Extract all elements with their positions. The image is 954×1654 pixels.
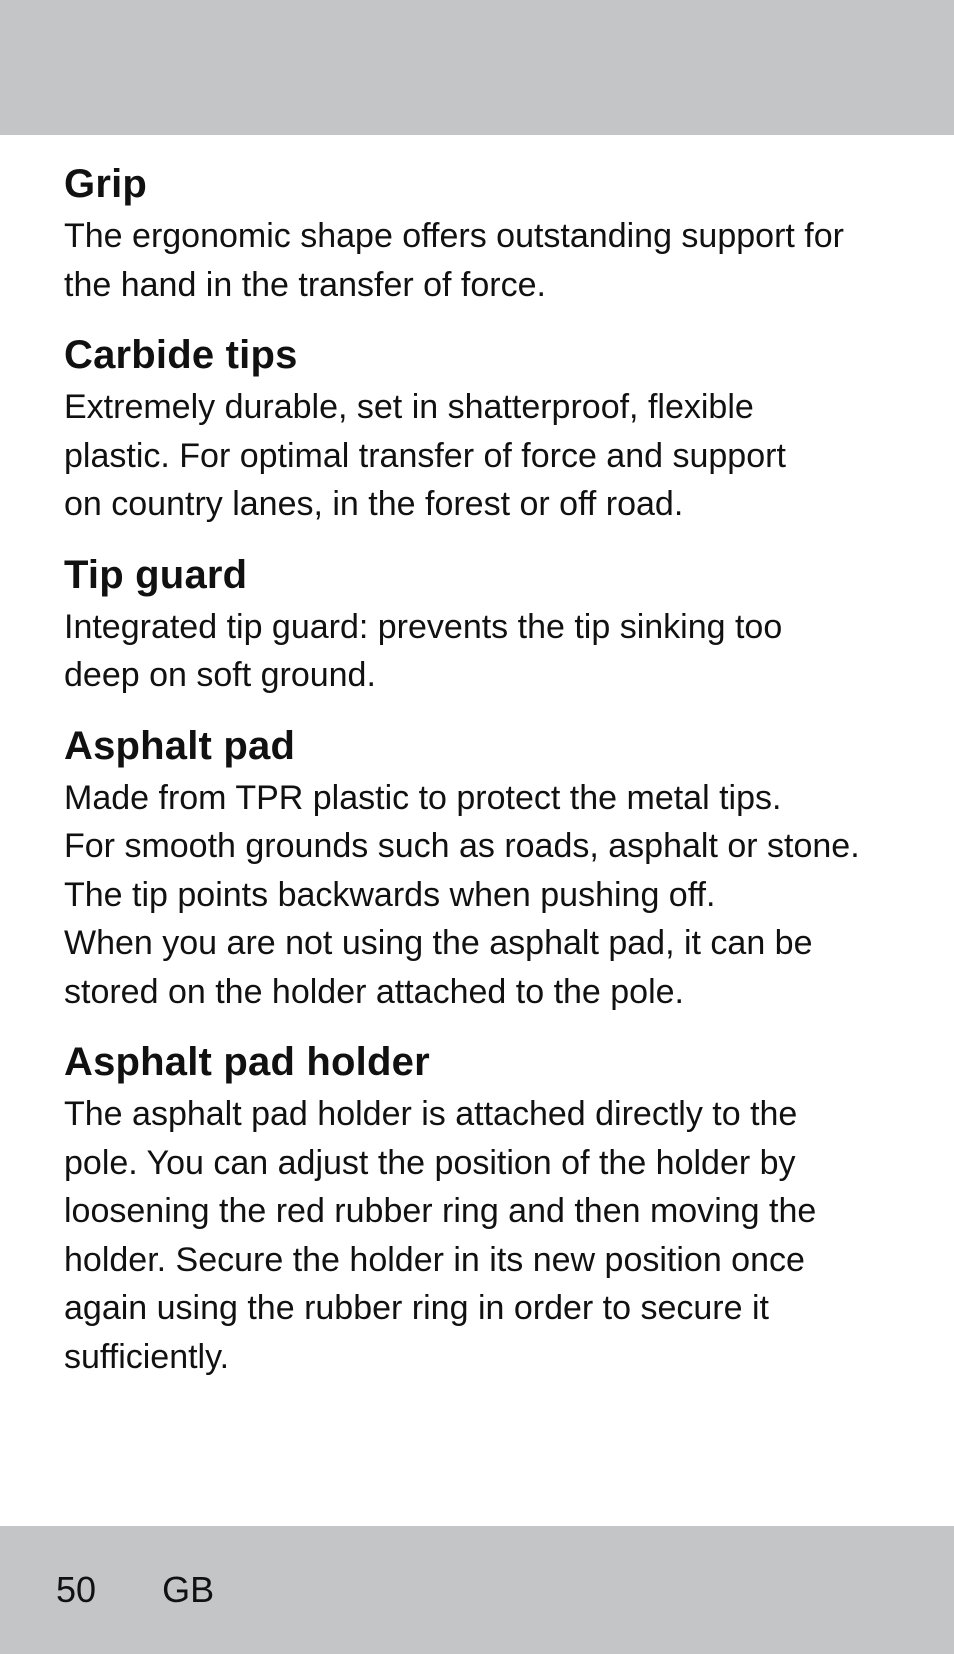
- body-line: Integrated tip guard: prevents the tip sinking too: [64, 607, 783, 646]
- section-asphalt-pad-holder: [64, 1038, 894, 1381]
- body-line: Made from TPR plastic to protect the metal tips.: [64, 778, 782, 817]
- body-line: stored on the holder attached to the pole.: [64, 972, 685, 1011]
- body-line: loosening the red rubber ring and then moving the: [64, 1192, 817, 1230]
- body-line: plastic. For optimal transfer of force and support: [64, 436, 786, 475]
- body-line: the hand in the transfer of force.: [64, 265, 546, 304]
- section-heading: Carbide tips: [64, 333, 298, 377]
- page-number: 50: [56, 1569, 97, 1610]
- section-tip-guard: [64, 551, 894, 700]
- section-carbide-tips: [64, 331, 894, 529]
- page-footer: [56, 1568, 214, 1612]
- body-line: pole. You can adjust the position of the holder by: [64, 1143, 796, 1182]
- body-line: again using the rubber ring in order to secure it: [64, 1289, 769, 1327]
- section-heading: Grip: [64, 162, 148, 206]
- body-line: sufficiently.: [64, 1337, 230, 1376]
- section-heading: Tip guard: [64, 552, 248, 597]
- body-line: holder. Secure the holder in its new position once: [64, 1240, 805, 1279]
- country-code: GB: [162, 1569, 215, 1610]
- section-grip: [64, 160, 894, 309]
- body-line: The tip points backwards when pushing off.: [64, 875, 716, 914]
- section-heading: Asphalt pad: [64, 723, 296, 768]
- body-line: Extremely durable, set in shatterproof, flexible: [64, 388, 754, 426]
- body-line: The asphalt pad holder is attached directly to the: [64, 1095, 798, 1133]
- section-heading: Asphalt pad holder: [64, 1040, 430, 1084]
- section-asphalt-pad: [64, 722, 894, 1017]
- body-line: on country lanes, in the forest or off road.: [64, 485, 684, 523]
- body-line: The ergonomic shape offers outstanding support for: [64, 217, 844, 255]
- header-band: [0, 0, 954, 135]
- body-line: deep on soft ground.: [64, 656, 376, 694]
- body-line: When you are not using the asphalt pad, it can be: [64, 924, 813, 962]
- body-line: For smooth grounds such as roads, asphalt or stone.: [64, 827, 860, 865]
- manual-page-content: [64, 160, 894, 1403]
